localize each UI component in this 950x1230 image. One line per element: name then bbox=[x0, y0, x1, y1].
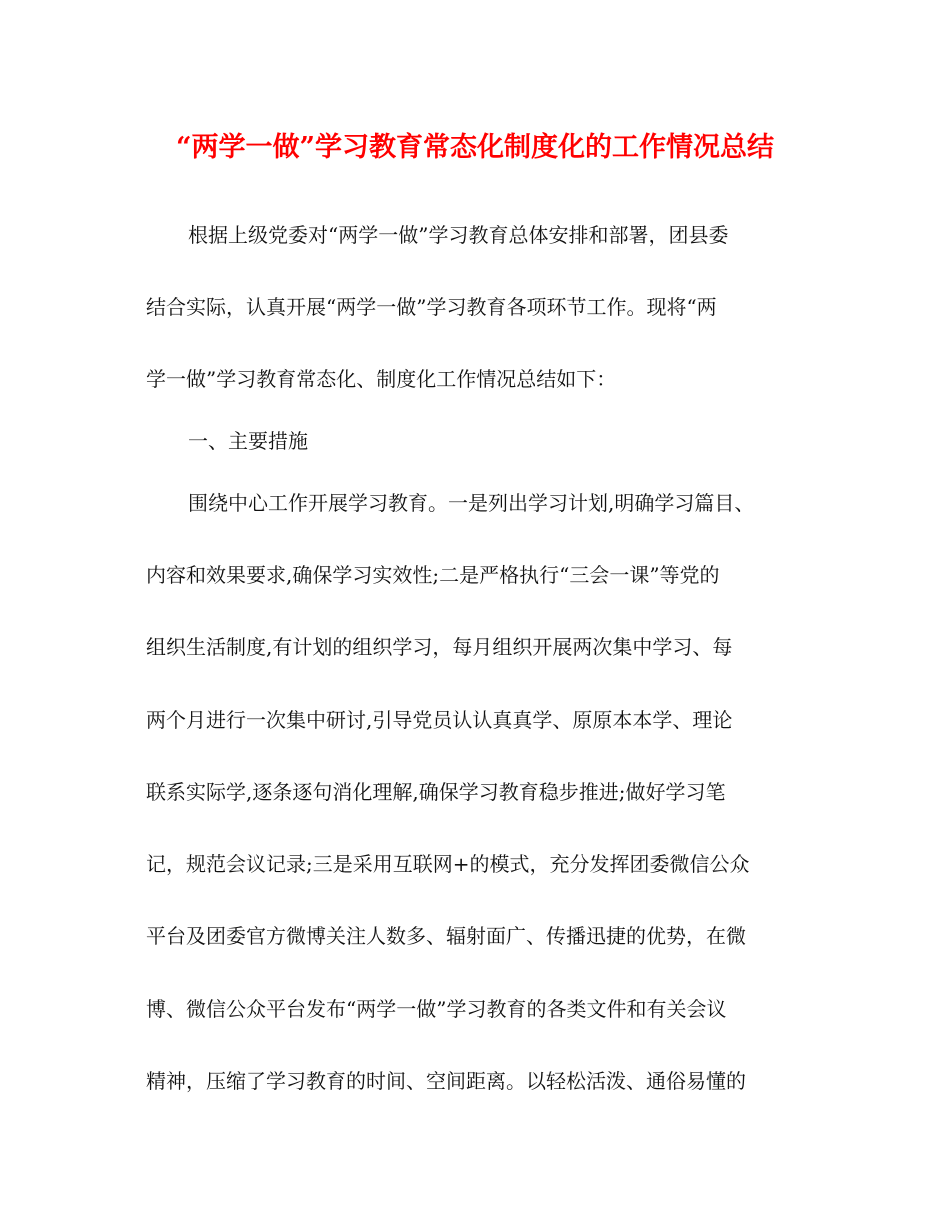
paragraph-line: 结合实际，认真开展“两学一做”学习教育各项环节工作。现将“两 bbox=[146, 295, 717, 319]
paragraph-line: 根据上级党委对“两学一做”学习教育总体安排和部署，团县委 bbox=[188, 223, 729, 247]
paragraph-line: 内容和效果要求,确保学习实效性;二是严格执行“三会一课”等党的 bbox=[146, 563, 720, 587]
paragraph-line: 精神，压缩了学习教育的时间、空间距离。以轻松活泼、通俗易懂的 bbox=[146, 1069, 746, 1093]
paragraph-line: 平台及团委官方微博关注人数多、辐射面广、传播迅捷的优势，在微 bbox=[146, 924, 746, 948]
paragraph-line: 围绕中心工作开展学习教育。一是列出学习计划,明确学习篇目、 bbox=[188, 491, 755, 515]
paragraph-line: 学一做”学习教育常态化、制度化工作情况总结如下： bbox=[146, 367, 617, 391]
paragraph-line: 联系实际学,逐条逐句消化理解,确保学习教育稳步推进;做好学习笔 bbox=[146, 780, 726, 804]
paragraph-line: 组织生活制度,有计划的组织学习，每月组织开展两次集中学习、每 bbox=[146, 635, 733, 659]
section-heading: 一、主要措施 bbox=[188, 429, 308, 453]
paragraph-line: 两个月进行一次集中研讨,引导党员认认真真学、原原本本学、理论 bbox=[146, 708, 733, 732]
document-title: “两学一做”学习教育常态化制度化的工作情况总结 bbox=[175, 132, 775, 163]
paragraph-line: 记，规范会议记录;三是采用互联网+的模式，充分发挥团委微信公众 bbox=[146, 852, 750, 876]
paragraph-line: 博、微信公众平台发布“两学一做”学习教育的各类文件和有关会议 bbox=[146, 997, 727, 1021]
